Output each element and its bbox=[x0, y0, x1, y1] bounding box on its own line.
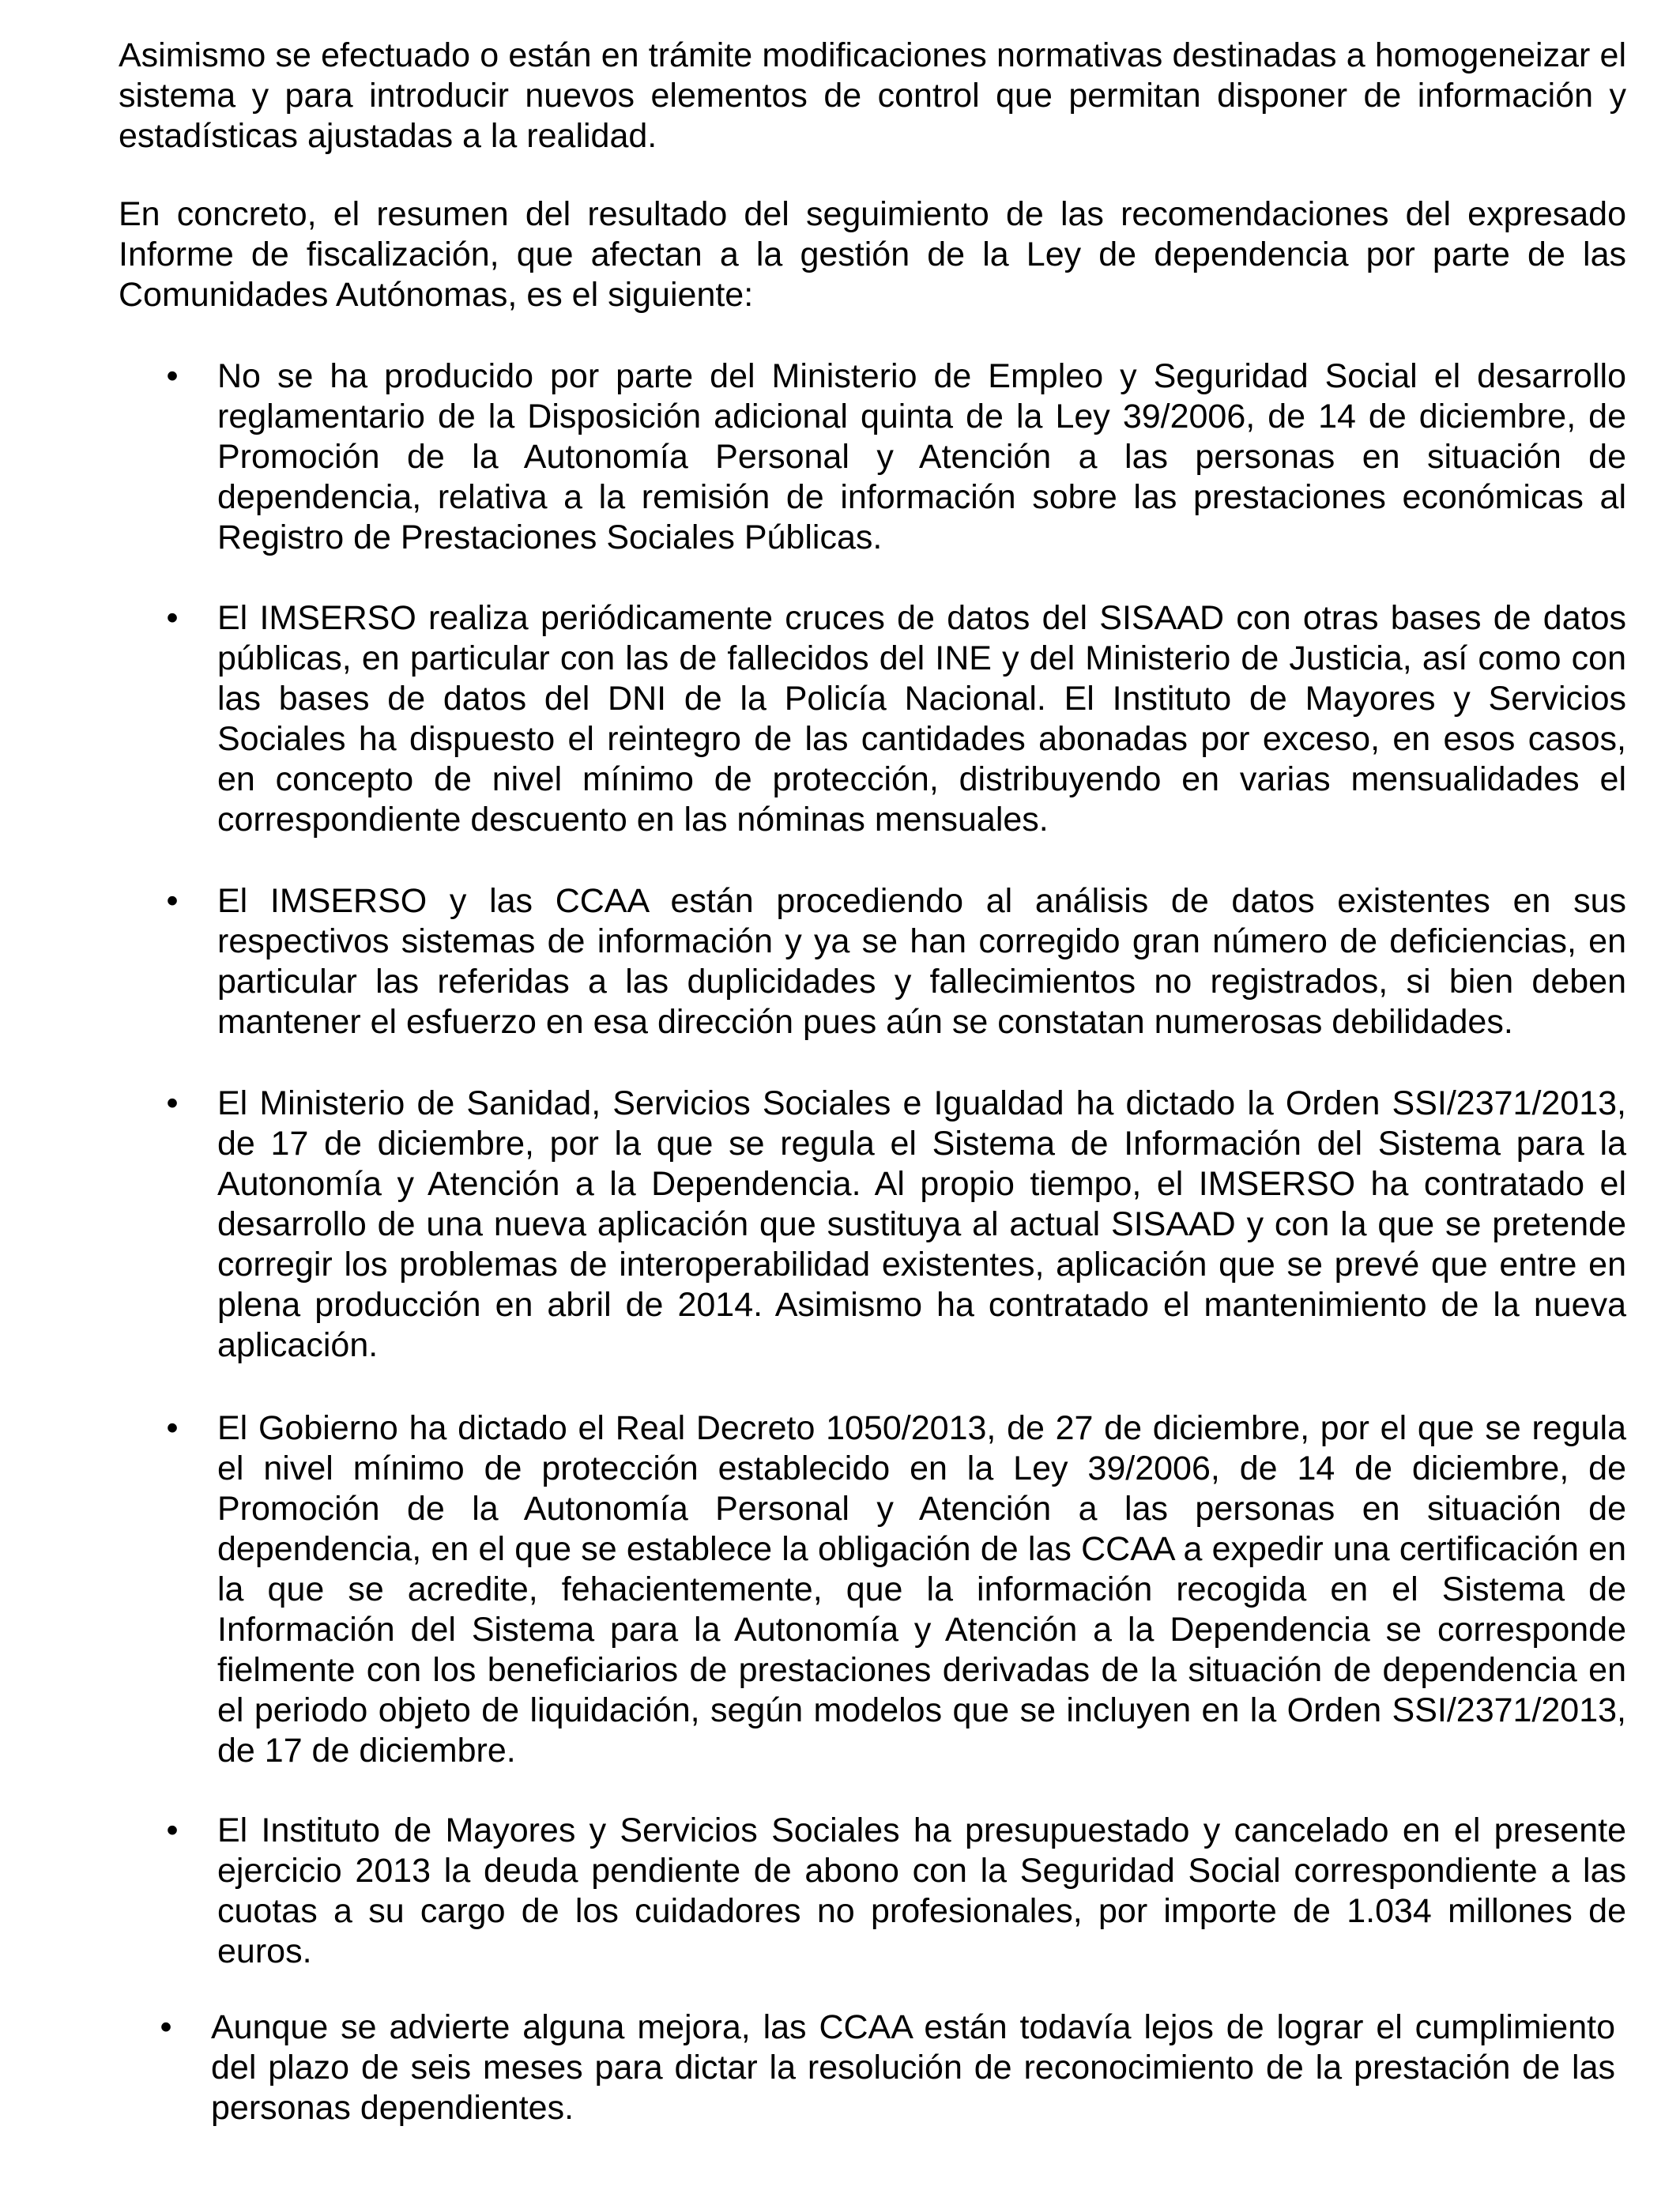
bullet-icon: • bbox=[166, 1409, 179, 1447]
bullet-text-4: El Ministerio de Sanidad, Servicios Sociales e Igualdad ha dictado la Orden SSI/2371/2013, de 17 de diciembre, por la que se regula el Sistema de Información del Sistema para la Autonomía y Atención a la Dependencia. Al propio tiempo, el IMSERSO ha contratado el desarrollo de una nueva aplicación que sustituya al actual SISAAD y con la que se pretende corregir los problemas de interoperabilidad existentes, aplicación que se prevé que entre en plena producción en abril de 2014. Asimismo ha contratado el mantenimiento de la nueva aplicación. bbox=[217, 1084, 1626, 1364]
bullet-text-6: El Instituto de Mayores y Servicios Sociales ha presupuestado y cancelado en el presente ejercicio 2013 la deuda pendiente de abono con la Seguridad Social correspondiente a las cuotas a su cargo de los cuidadores no profesionales, por importe de 1.034 millones de euros. bbox=[217, 1811, 1626, 1970]
bullet-text-1: No se ha producido por parte del Ministerio de Empleo y Seguridad Social el desarrollo reglamentario de la Disposición adicional quinta de la Ley 39/2006, de 14 de diciembre, de Promoción de la Autonomía Personal y Atención a las personas en situación de dependencia, relativa a la remisión de información sobre las prestaciones económicas al Registro de Prestaciones Sociales Públicas. bbox=[217, 357, 1626, 556]
intro-paragraph-1: Asimismo se efectuado o están en trámite modificaciones normativas destinadas a homogeneizar el sistema y para introducir nuevos elementos de control que permitan disponer de información y estadísticas ajustadas a la realidad. bbox=[119, 36, 1626, 155]
bullet-icon: • bbox=[166, 357, 179, 395]
bullet-text-2: El IMSERSO realiza periódicamente cruces de datos del SISAAD con otras bases de datos públicas, en particular con las de fallecidos del INE y del Ministerio de Justicia, así como con las bases de datos del DNI de la Policía Nacional. El Instituto de Mayores y Servicios Sociales ha dispuesto el reintegro de las cantidades abonadas por exceso, en esos casos, en concepto de nivel mínimo de protección, distribuyendo en varias mensualidades el correspondiente descuento en las nóminas mensuales. bbox=[217, 599, 1626, 839]
bullet-text-5: El Gobierno ha dictado el Real Decreto 1050/2013, de 27 de diciembre, por el que se regula el nivel mínimo de protección establecido en la Ley 39/2006, de 14 de diciembre, de Promoción de la Autonomía Personal y Atención a las personas en situación de dependencia, en el que se establece la obligación de las CCAA a expedir una certificación en la que se acredite, fehacientemente, que la información recogida en el Sistema de Información del Sistema para la Autonomía y Atención a la Dependencia se corresponde fielmente con los beneficiarios de prestaciones derivadas de la situación de dependencia en el periodo objeto de liquidación, según modelos que se incluyen en la Orden SSI/2371/2013, de 17 de diciembre. bbox=[217, 1409, 1626, 1770]
bullet-text-7: Aunque se advierte alguna mejora, las CCAA están todavía lejos de lograr el cumplimiento del plazo de seis meses para dictar la resolución de reconocimiento de la prestación de las personas dependientes. bbox=[211, 2008, 1615, 2127]
bullet-text-3: El IMSERSO y las CCAA están procediendo al análisis de datos existentes en sus respectivos sistemas de información y ya se han corregido gran número de deficiencias, en particular las referidas a las duplicidades y fallecimientos no registrados, si bien deben mantener el esfuerzo en esa dirección pues aún se constatan numerosas debilidades. bbox=[217, 882, 1626, 1041]
bullet-icon: • bbox=[166, 1084, 179, 1122]
bullet-icon: • bbox=[160, 2008, 172, 2046]
bullet-icon: • bbox=[166, 882, 179, 920]
bullet-icon: • bbox=[166, 599, 179, 637]
intro-paragraph-2: En concreto, el resumen del resultado del seguimiento de las recomendaciones del expresado Informe de fiscalización, que afectan a la gestión de la Ley de dependencia por parte de las Comunidades Autónomas, es el siguiente: bbox=[119, 195, 1626, 314]
bullet-icon: • bbox=[166, 1811, 179, 1849]
